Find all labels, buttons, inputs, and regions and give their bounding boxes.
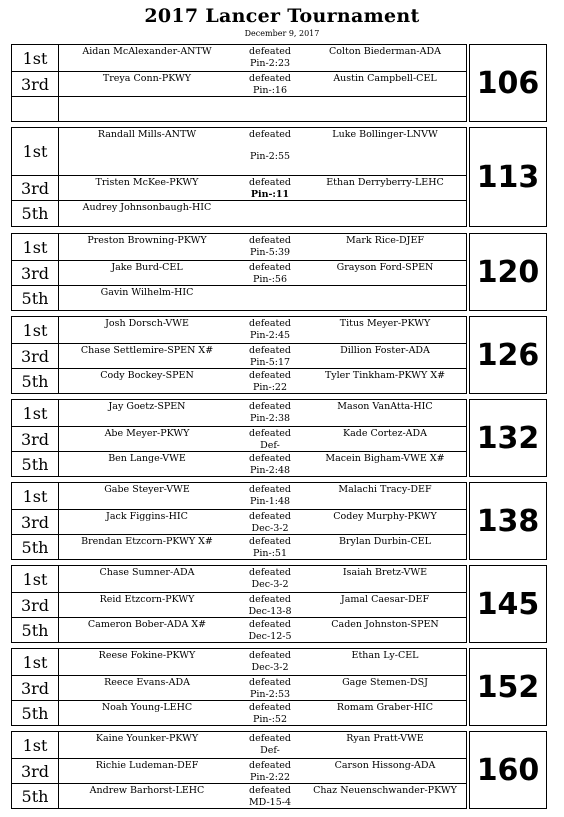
defeated-label: defeated: [248, 594, 292, 605]
match-result: Pin-:52: [252, 714, 288, 725]
match-result: Dec-3-2: [251, 579, 289, 590]
placement-row: [12, 783, 466, 808]
place-label: 3rd: [12, 261, 59, 285]
defeated-label: defeated: [248, 650, 292, 661]
weight-class: 145: [469, 565, 547, 643]
placement-row: [12, 617, 466, 642]
defeated-label: defeated: [248, 536, 292, 547]
defeated-label: defeated: [248, 733, 292, 744]
winner-name: Richie Ludeman-DEF: [95, 760, 199, 771]
loser-name: Codey Murphy-PKWY: [333, 511, 437, 522]
winner-name: Cody Bockey-SPEN: [100, 370, 194, 381]
winner-name: Noah Young-LEHC: [101, 702, 193, 713]
loser-name: Kade Cortez-ADA: [342, 428, 427, 439]
placement-row: [12, 758, 466, 783]
weight-class: 120: [469, 233, 547, 311]
weight-class: 152: [469, 648, 547, 726]
loser-name: Austin Campbell-CEL: [333, 73, 437, 84]
loser-name: Tyler Tinkham-PKWY X#: [324, 370, 446, 381]
placement-row: [12, 317, 466, 343]
loser-name: Ethan Derryberry-LEHC: [326, 177, 444, 188]
winner-name: Gavin Wilhelm-HIC: [100, 287, 194, 298]
winner-name: Reid Etzcorn-PKWY: [99, 594, 195, 605]
loser-name: Romam Graber-HIC: [336, 702, 434, 713]
result-cell: [234, 511, 306, 535]
match-result: Pin-:16: [252, 85, 288, 96]
placement-row: [12, 368, 466, 393]
placement-row: [12, 260, 466, 285]
match-result: Pin-2:22: [249, 772, 291, 783]
place-label: 1st: [12, 128, 59, 175]
result-cell: [234, 46, 306, 70]
defeated-label: defeated: [248, 484, 292, 495]
result-cell: [234, 567, 306, 591]
defeated-label: defeated: [248, 129, 292, 140]
bracket-0: [11, 44, 467, 122]
result-cell: [234, 401, 306, 425]
match-result: Pin-2:38: [249, 413, 291, 424]
place-label: 3rd: [12, 676, 59, 700]
loser-name: Gage Stemen-DSJ: [342, 677, 428, 688]
place-label: 1st: [12, 234, 59, 260]
defeated-label: defeated: [248, 619, 292, 630]
placement-row: [12, 128, 466, 175]
match-result: Pin-:11: [250, 189, 290, 200]
winner-name: Reece Evans-ADA: [104, 677, 190, 688]
placement-row: [12, 200, 466, 226]
result-cell: [234, 177, 306, 201]
defeated-label: defeated: [248, 511, 292, 522]
match-result: Pin-2:45: [249, 330, 291, 341]
result-cell: [234, 262, 306, 286]
tournament-date: December 9, 2017: [244, 29, 320, 38]
result-cell: [234, 733, 306, 757]
place-label: 5th: [12, 452, 59, 476]
match-result: Pin-:51: [252, 548, 288, 559]
match-result: Pin-5:39: [249, 247, 291, 258]
place-label: 1st: [12, 400, 59, 426]
bracket-3: [11, 316, 467, 394]
winner-name: Kaine Younker-PKWY: [95, 733, 199, 744]
bracket-2: [11, 233, 467, 311]
placement-row: [12, 566, 466, 592]
loser-name: Dillion Foster-ADA: [340, 345, 430, 356]
match-result: Def-: [260, 440, 280, 451]
defeated-label: defeated: [248, 73, 292, 84]
result-cell: [234, 760, 306, 784]
loser-name: Malachi Tracy-DEF: [338, 484, 432, 495]
loser-name: Jamal Caesar-DEF: [340, 594, 430, 605]
defeated-label: defeated: [248, 370, 292, 381]
winner-name: Tristen McKee-PKWY: [95, 177, 199, 188]
place-label: 1st: [12, 649, 59, 675]
winner-name: Gabe Steyer-VWE: [104, 484, 190, 495]
match-result: Pin-2:23: [249, 58, 291, 69]
winner-name: Chase Sumner-ADA: [99, 567, 195, 578]
loser-name: Chaz Neuenschwander-PKWY: [313, 785, 457, 796]
defeated-label: defeated: [248, 235, 292, 246]
result-cell: [234, 129, 306, 163]
result-cell: [234, 484, 306, 508]
weight-class: 160: [469, 731, 547, 809]
match-result: Pin-2:48: [249, 465, 291, 476]
winner-name: Andrew Barhorst-LEHC: [89, 785, 205, 796]
result-cell: [234, 702, 306, 726]
place-label: 5th: [12, 701, 59, 725]
defeated-label: defeated: [248, 428, 292, 439]
place-label: 5th: [12, 286, 59, 310]
defeated-label: defeated: [248, 318, 292, 329]
defeated-label: defeated: [248, 177, 292, 188]
winner-name: Reese Fokine-PKWY: [98, 650, 196, 661]
placement-row: [12, 534, 466, 559]
placement-row: [12, 234, 466, 260]
place-label: 1st: [12, 45, 59, 71]
winner-name: Aidan McAlexander-ANTW: [82, 46, 212, 57]
loser-name: Macein Bigham-VWE X#: [325, 453, 445, 464]
loser-name: Isaiah Bretz-VWE: [342, 567, 428, 578]
place-label: 5th: [12, 369, 59, 393]
match-result: Pin-5:17: [249, 357, 291, 368]
place-label: 5th: [12, 535, 59, 559]
winner-name: Treya Conn-PKWY: [102, 73, 192, 84]
loser-name: Carson Hissong-ADA: [334, 760, 436, 771]
placement-row: [12, 400, 466, 426]
placement-row: [12, 175, 466, 200]
result-cell: [234, 536, 306, 560]
loser-name: Ethan Ly-CEL: [351, 650, 419, 661]
winner-name: Randall Mills-ANTW: [97, 129, 197, 140]
place-label: 1st: [12, 566, 59, 592]
weight-class: 138: [469, 482, 547, 560]
place-label: 3rd: [12, 427, 59, 451]
loser-name: Caden Johnston-SPEN: [331, 619, 439, 630]
result-cell: [234, 453, 306, 477]
bracket-4: [11, 399, 467, 477]
result-cell: [234, 345, 306, 369]
match-result: Def-: [260, 745, 280, 756]
defeated-label: defeated: [248, 760, 292, 771]
winner-name: Jack Figgins-HIC: [106, 511, 188, 522]
placement-row: [12, 700, 466, 725]
place-label: 3rd: [12, 344, 59, 368]
place-label: 3rd: [12, 72, 59, 96]
result-cell: [234, 594, 306, 618]
weight-class: 132: [469, 399, 547, 477]
loser-name: Colton Biederman-ADA: [329, 46, 441, 57]
place-label: 3rd: [12, 593, 59, 617]
match-result: Pin-2:55: [249, 151, 291, 162]
winner-name: Brendan Etzcorn-PKWY X#: [81, 536, 213, 547]
place-label: 1st: [12, 317, 59, 343]
place-label: 3rd: [12, 759, 59, 783]
defeated-label: defeated: [248, 401, 292, 412]
match-result: Pin-1:48: [249, 496, 291, 507]
place-label: [12, 97, 59, 121]
winner-name: Audrey Johnsonbaugh-HIC: [82, 202, 212, 213]
loser-name: Mason VanAtta-HIC: [337, 401, 433, 412]
result-cell: [234, 235, 306, 259]
place-label: 5th: [12, 784, 59, 808]
placement-row: [12, 71, 466, 96]
bracket-7: [11, 648, 467, 726]
defeated-label: defeated: [248, 453, 292, 464]
winner-name: Josh Dorsch-VWE: [105, 318, 189, 329]
placement-row: [12, 592, 466, 617]
placement-row: [12, 426, 466, 451]
defeated-label: defeated: [248, 567, 292, 578]
weight-class: 106: [469, 44, 547, 122]
result-cell: [234, 619, 306, 643]
result-cell: [234, 73, 306, 97]
place-label: 5th: [12, 201, 59, 226]
defeated-label: defeated: [248, 262, 292, 273]
winner-name: Jay Goetz-SPEN: [108, 401, 186, 412]
defeated-label: defeated: [248, 677, 292, 688]
match-result: Dec-12-5: [248, 631, 292, 642]
placement-row: [12, 509, 466, 534]
match-result: Pin-:22: [252, 382, 288, 393]
result-cell: [234, 428, 306, 452]
place-label: 1st: [12, 732, 59, 758]
defeated-label: defeated: [248, 785, 292, 796]
loser-name: Brylan Durbin-CEL: [339, 536, 431, 547]
place-label: 5th: [12, 618, 59, 642]
result-cell: [234, 677, 306, 701]
result-cell: [234, 318, 306, 342]
placement-row: [12, 675, 466, 700]
loser-name: Luke Bollinger-LNVW: [332, 129, 438, 140]
bracket-8: [11, 731, 467, 809]
placement-row: [12, 649, 466, 675]
winner-name: Abe Meyer-PKWY: [104, 428, 190, 439]
weight-class: 113: [469, 127, 547, 227]
winner-name: Ben Lange-VWE: [108, 453, 186, 464]
match-result: Dec-3-2: [251, 662, 289, 673]
placement-row: [12, 96, 466, 121]
placement-row: [12, 45, 466, 71]
winner-name: Chase Settlemire-SPEN X#: [80, 345, 214, 356]
winner-name: Jake Burd-CEL: [111, 262, 183, 273]
place-label: 3rd: [12, 510, 59, 534]
placement-row: [12, 285, 466, 310]
result-cell: [234, 370, 306, 394]
result-cell: [234, 785, 306, 809]
defeated-label: defeated: [248, 46, 292, 57]
loser-name: Titus Meyer-PKWY: [339, 318, 431, 329]
bracket-5: [11, 482, 467, 560]
winner-name: Cameron Bober-ADA X#: [87, 619, 207, 630]
loser-name: Grayson Ford-SPEN: [336, 262, 434, 273]
place-label: 1st: [12, 483, 59, 509]
placement-row: [12, 732, 466, 758]
bracket-1: [11, 127, 467, 227]
result-cell: [234, 650, 306, 674]
bracket-6: [11, 565, 467, 643]
loser-name: Ryan Pratt-VWE: [346, 733, 424, 744]
winner-name: Preston Browning-PKWY: [87, 235, 207, 246]
loser-name: Mark Rice-DJEF: [345, 235, 424, 246]
defeated-label: defeated: [248, 702, 292, 713]
match-result: Dec-13-8: [248, 606, 292, 617]
match-result: MD-15-4: [248, 797, 292, 808]
match-result: Pin-:56: [252, 274, 288, 285]
placement-row: [12, 483, 466, 509]
place-label: 3rd: [12, 176, 59, 200]
match-result: Pin-2:53: [249, 689, 291, 700]
placement-row: [12, 451, 466, 476]
page-title: 2017 Lancer Tournament: [144, 5, 420, 27]
defeated-label: defeated: [248, 345, 292, 356]
match-result: Dec-3-2: [251, 523, 289, 534]
placement-row: [12, 343, 466, 368]
weight-class: 126: [469, 316, 547, 394]
